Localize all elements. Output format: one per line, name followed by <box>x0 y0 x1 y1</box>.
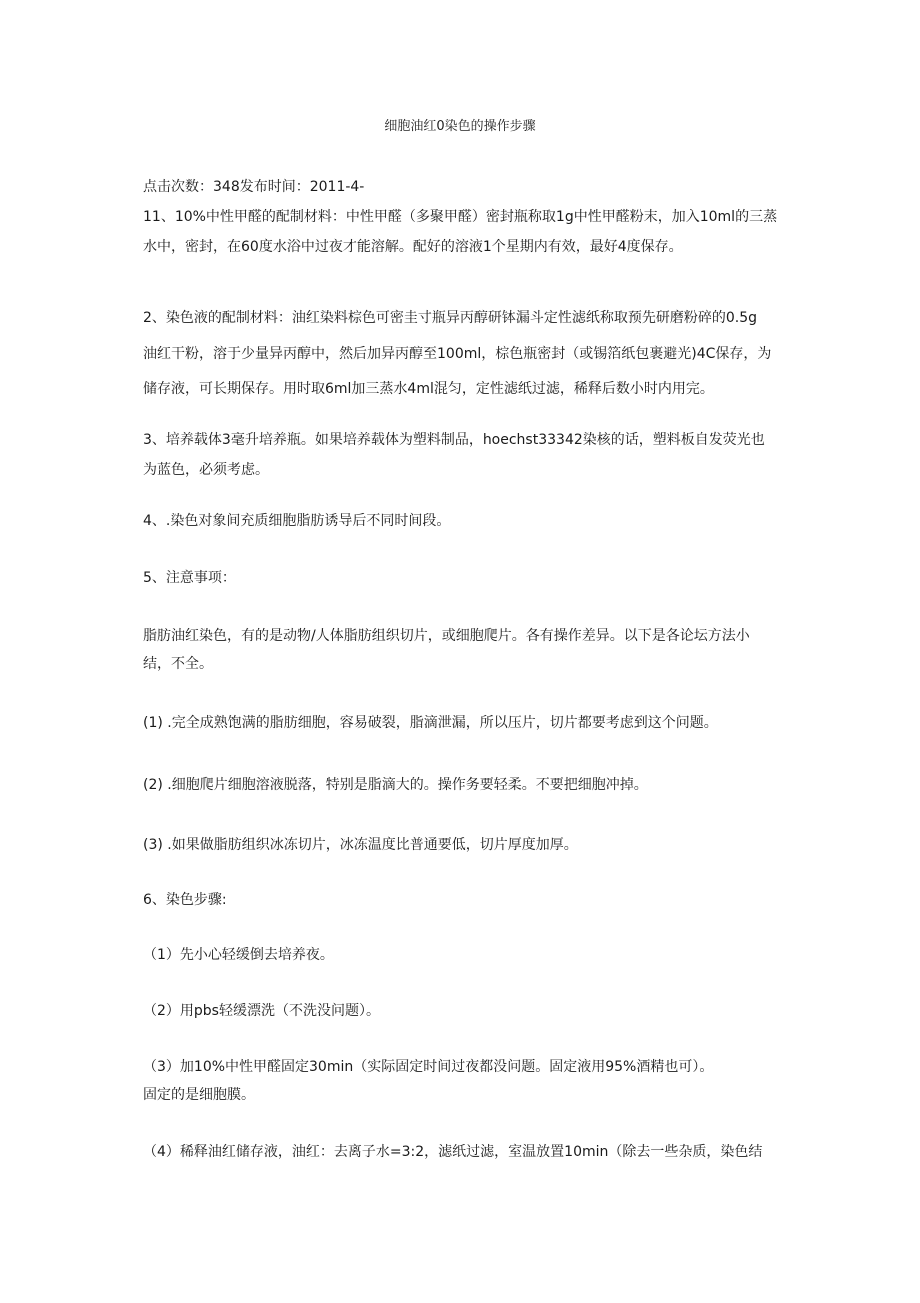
paragraph-line: 11、10%中性甲醛的配制材料：中性甲醛（多聚甲醛）密封瓶称取1g中性甲醛粉末，加入10ml的三蒸 <box>143 209 778 225</box>
list-item: (2) .细胞爬片细胞溶液脱落，特别是脂滴大的。操作务要轻柔。不要把细胞冲掉。 <box>143 777 648 793</box>
paragraph-line: 3、培养载体3毫升培养瓶。如果培养载体为塑料制品，hoechst33342染核的话，塑料板自发荧光也 <box>143 432 765 448</box>
paragraph-line: 储存液，可长期保存。用时取6ml加三蒸水4ml混匀，定性滤纸过滤，稀释后数小时内用完。 <box>143 381 714 397</box>
section-heading: 5、注意事项： <box>143 570 236 586</box>
paragraph-line: 水中，密封，在60度水浴中过夜才能溶解。配好的溶液1个星期内有效，最好4度保存。 <box>143 239 683 255</box>
meta-line: 点击次数：348发布时间：2011-4- <box>143 179 365 195</box>
list-item: (3) .如果做脂肪组织冰冻切片，冰冻温度比普通要低，切片厚度加厚。 <box>143 837 578 853</box>
step-item: （1）先小心轻缓倒去培养夜。 <box>143 947 334 963</box>
list-item: (1) .完全成熟饱满的脂肪细胞，容易破裂，脂滴泄漏，所以压片，切片都要考虑到这个问题。 <box>143 715 718 731</box>
document-title: 细胞油红0染色的操作步骤 <box>384 119 536 134</box>
step-item: （4）稀释油红储存液，油红：去离子水=3:2，滤纸过滤，室温放置10min（除去一些杂质，染色结 <box>143 1144 763 1160</box>
paragraph-line: 2、染色液的配制材料：油红染料棕色可密圭寸瓶异丙醇研钵漏斗定性滤纸称取预先研磨粉碎的0.5g <box>143 310 758 326</box>
step-item: （2）用pbs轻缓漂洗（不洗没问题）。 <box>143 1003 380 1019</box>
paragraph-line: 为蓝色，必须考虑。 <box>143 462 269 478</box>
paragraph-line: 脂肪油红染色，有的是动物/人体脂肪组织切片，或细胞爬片。各有操作差异。以下是各论坛方法小 <box>143 628 750 644</box>
section-heading: 6、染色步骤: <box>143 892 227 908</box>
step-item-continuation: 固定的是细胞膜。 <box>143 1087 255 1103</box>
paragraph-line: 结，不全。 <box>143 656 213 672</box>
step-item: （3）加10%中性甲醛固定30min（实际固定时间过夜都没问题。固定液用95%酒精也可）。 <box>143 1059 714 1075</box>
paragraph-line: 油红干粉，溶于少量异丙醇中，然后加异丙醇至100ml，棕色瓶密封（或锡箔纸包裹避光)4C保存，为 <box>143 346 772 362</box>
paragraph-line: 4、.染色对象间充质细胞脂肪诱导后不同时间段。 <box>143 513 451 529</box>
